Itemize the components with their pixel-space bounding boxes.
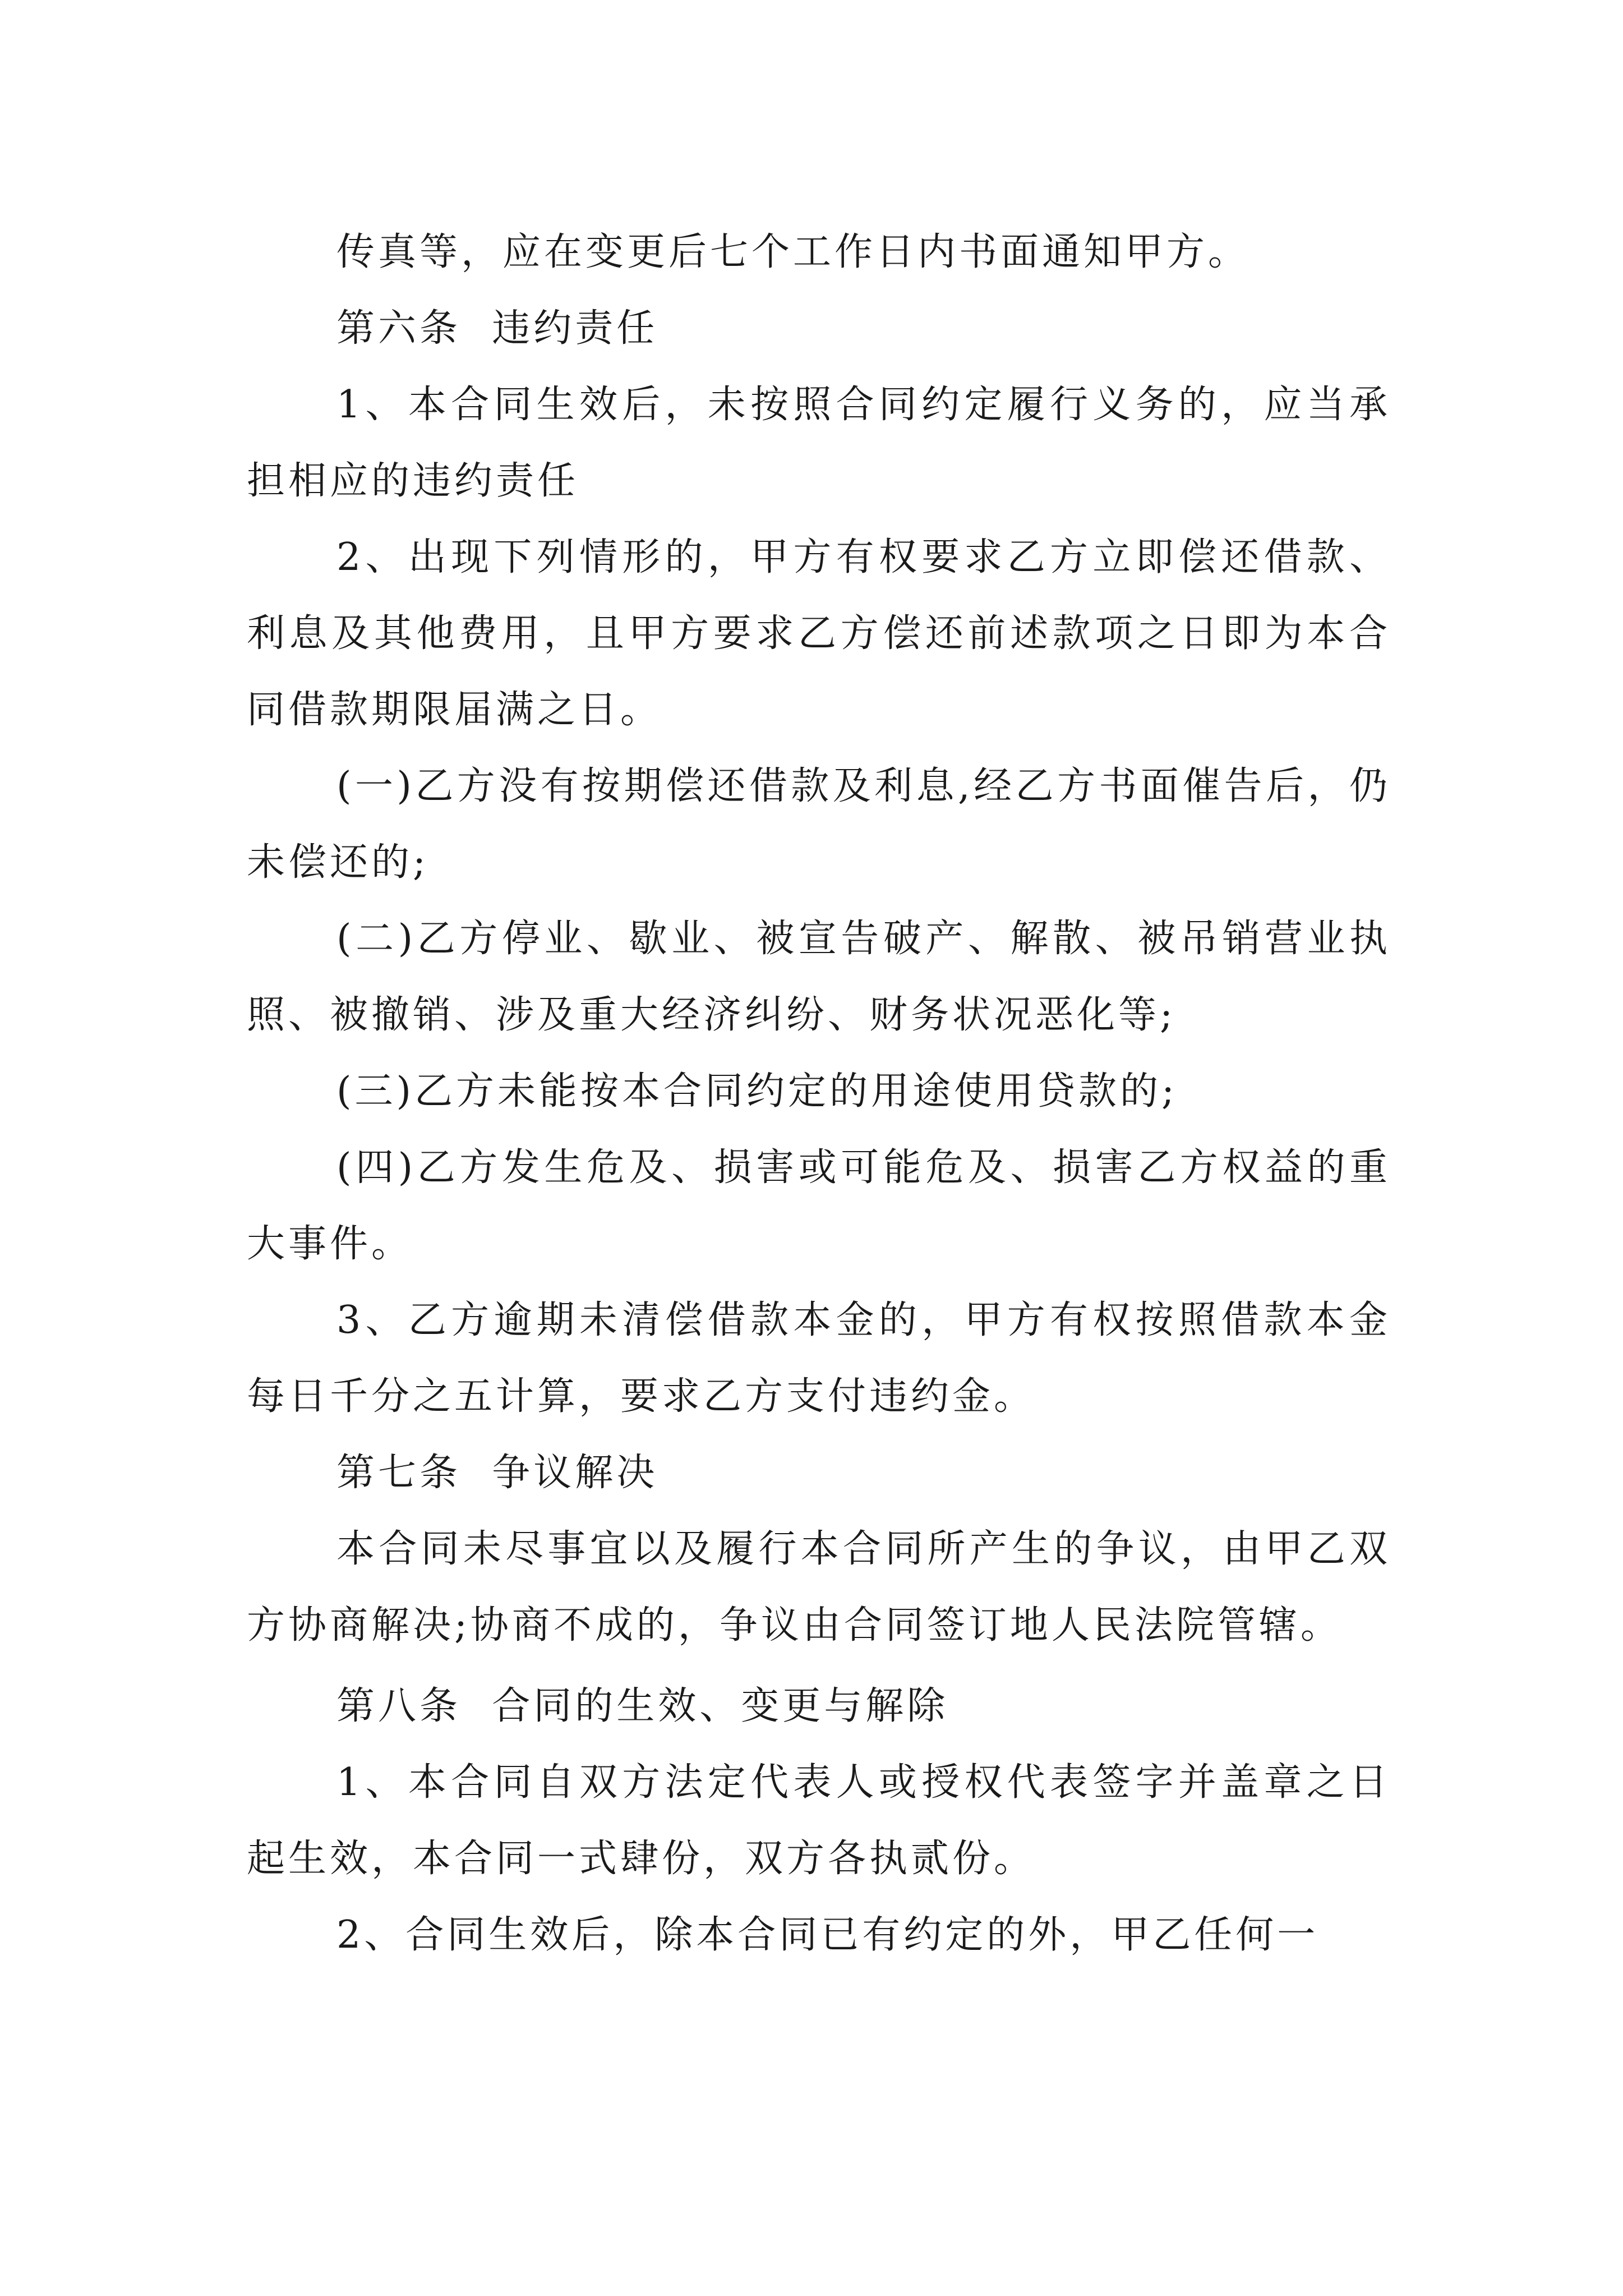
article-8-heading: 第八条 合同的生效、变更与解除 (336, 1684, 949, 1728)
article-6-clause-1: 1、本合同生效后，未按照合同约定履行义务的，应当承担相应的违约责任 (247, 383, 1391, 503)
article-6-item-1: (一)乙方没有按期偿还借款及利息,经乙方书面催告后，仍未偿还的; (247, 764, 1391, 885)
article-7-heading: 第七条 争议解决 (336, 1451, 658, 1495)
article-6-clause-3: 3、乙方逾期未清偿借款本金的，甲方有权按照借款本金每日千分之五计算，要求乙方支付违约金。 (247, 1298, 1391, 1419)
article-7-body: 本合同未尽事宜以及履行本合同所产生的争议，由甲乙双方协商解决;协商不成的，争议由合同签订地人民法院管辖。 (247, 1527, 1391, 1648)
paragraph-notice-change: 传真等，应在变更后七个工作日内书面通知甲方。 (336, 230, 1250, 274)
article-8-clause-1: 1、本合同自双方法定代表人或授权代表签字并盖章之日起生效，本合同一式肆份，双方各执贰份。 (247, 1760, 1391, 1881)
article-6-clause-2: 2、出现下列情形的，甲方有权要求乙方立即偿还借款、利息及其他费用，且甲方要求乙方偿还前述款项之日即为本合同借款期限届满之日。 (247, 535, 1391, 732)
article-8-clause-2: 2、合同生效后，除本合同已有约定的外，甲乙任何一 (336, 1913, 1319, 1957)
article-6-item-4: (四)乙方发生危及、损害或可能危及、损害乙方权益的重大事件。 (247, 1145, 1391, 1266)
document-body (247, 214, 1391, 1973)
article-6-item-3: (三)乙方未能按本合同约定的用途使用贷款的; (336, 1069, 1178, 1114)
article-6-heading: 第六条 违约责任 (336, 306, 658, 351)
article-6-item-2: (二)乙方停业、歇业、被宣告破产、解散、被吊销营业执照、被撤销、涉及重大经济纠纷、财务状况恶化等; (247, 917, 1391, 1037)
